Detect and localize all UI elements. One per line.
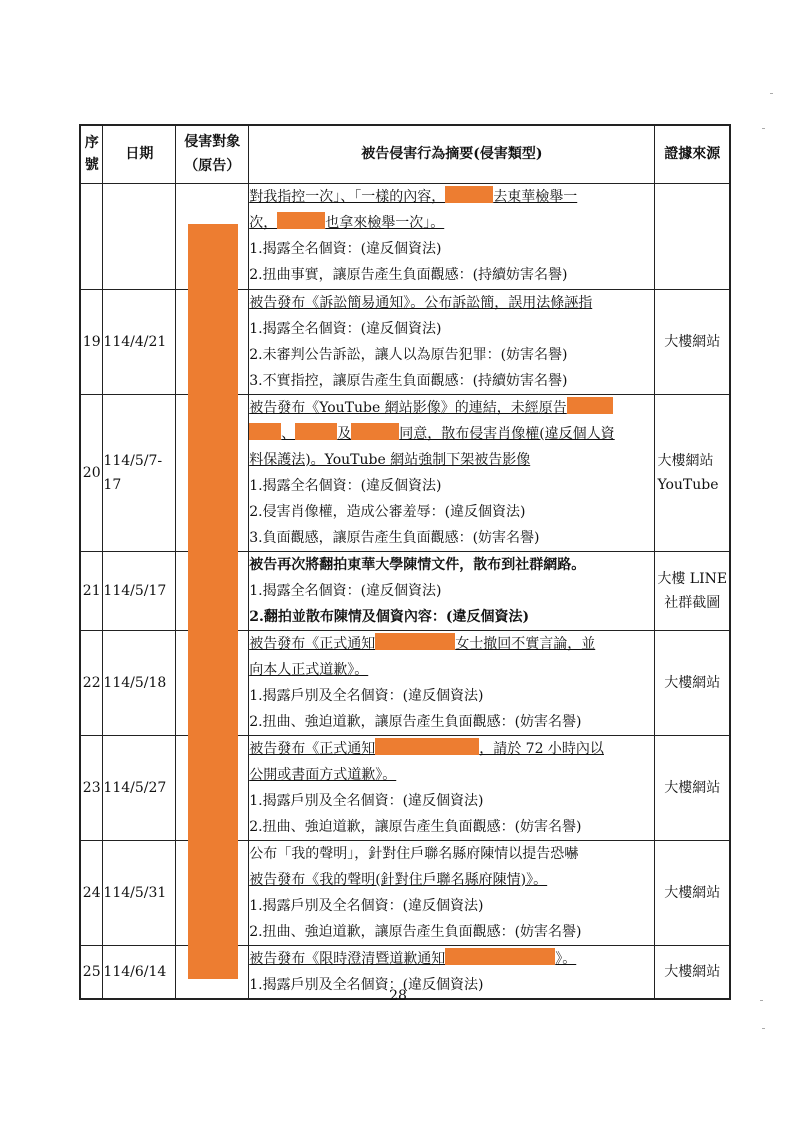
- description-text: 對我指控一次」、「一樣的內容，: [249, 189, 446, 205]
- description-text: 2.扭曲事實，讓原告產生負面觀感：(持續妨害名譽): [249, 267, 568, 283]
- row-date: 114/4/21: [103, 289, 176, 394]
- header-serial: 序號: [80, 125, 103, 183]
- description-text: 1.揭露戶別及全名個資：(違反個資法): [249, 792, 484, 809]
- description-line: [249, 525, 654, 551]
- row-date: 114/5/7-17: [103, 394, 176, 551]
- header-date: 日期: [103, 125, 176, 183]
- description-text: 1.揭露全名個資：(違反個資法): [249, 241, 442, 257]
- description-text: 1.揭露戶別及全名個資：(違反個資法): [249, 976, 484, 993]
- description-text: 2.未審判公告訴訟，讓人以為原告犯罪：(妨害名譽): [249, 346, 568, 363]
- description-line: [249, 316, 654, 342]
- description-line: [249, 262, 654, 288]
- description-text: 同意，散布侵害肖像權(違反個人資: [399, 425, 615, 442]
- row-evidence-source: 大樓網站: [655, 630, 730, 735]
- row-evidence-source: 大樓 LINE 社群截圖: [655, 551, 730, 630]
- table-row: [80, 183, 730, 289]
- description-line: [249, 709, 654, 735]
- description-line: [249, 236, 654, 262]
- description-line: [249, 473, 654, 499]
- row-serial: [80, 183, 103, 289]
- row-serial: 25: [80, 945, 103, 999]
- description-line: [249, 631, 654, 657]
- redaction-mark: [277, 212, 325, 229]
- description-line: [249, 210, 654, 236]
- description-line: [249, 814, 654, 840]
- description-line: [249, 919, 654, 945]
- description-text: 也拿來檢舉一次」。: [325, 215, 445, 231]
- description-line: [249, 290, 654, 316]
- row-description: [249, 630, 655, 735]
- description-text: 2.扭曲、強迫道歉，讓原告產生負面觀感：(妨害名譽): [249, 713, 582, 730]
- redaction-mark: [375, 633, 455, 650]
- header-evidence-source: 證據來源: [655, 125, 730, 183]
- description-text: 公布「我的聲明」，針對住戶聯名縣府陳情以提告恐嚇: [249, 845, 579, 862]
- row-serial: 21: [80, 551, 103, 630]
- description-line: [249, 184, 654, 210]
- row-description: [249, 840, 655, 945]
- row-serial: 19: [80, 289, 103, 394]
- row-date: 114/5/17: [103, 551, 176, 630]
- row-serial: 23: [80, 735, 103, 840]
- description-text: 1.揭露戶別及全名個資：(違反個資法): [249, 687, 484, 704]
- description-text: 被告發布《我的聲明(針對住戶聯名縣府陳情)》。: [249, 871, 548, 888]
- row-date: 114/6/14: [103, 945, 176, 999]
- table-row: [80, 630, 730, 735]
- row-serial: 24: [80, 840, 103, 945]
- description-line: [249, 736, 654, 762]
- description-text: 及: [337, 425, 352, 442]
- row-description: [249, 183, 655, 289]
- description-line: [249, 395, 654, 421]
- description-line: [249, 788, 654, 814]
- row-description: [249, 735, 655, 840]
- row-evidence-source: 大樓網站: [655, 289, 730, 394]
- description-text: 被告發布《限時澄清暨道歉通知: [249, 950, 446, 967]
- description-text: 1.揭露全名個資：(違反個資法): [249, 582, 442, 599]
- description-text: 料保護法)。YouTube 網站強制下架被告影像: [249, 451, 531, 468]
- row-serial: 20: [80, 394, 103, 551]
- table-row: [80, 551, 730, 630]
- description-text: 3.負面觀感，讓原告產生負面觀感：(妨害名譽): [249, 529, 540, 546]
- infringement-table: [79, 124, 731, 1000]
- description-line: [249, 368, 654, 394]
- redaction-mark: [375, 738, 479, 755]
- description-text: 1.揭露全名個資：(違反個資法): [249, 320, 442, 337]
- description-text: 被告發布《正式通知: [249, 740, 376, 757]
- description-line: [249, 604, 654, 630]
- table-row: [80, 289, 730, 394]
- table-header-row: [80, 125, 730, 183]
- redaction-mark: [249, 423, 281, 440]
- row-date: 114/5/31: [103, 840, 176, 945]
- description-text: 被告發布《訴訟簡易通知》。公布訴訟簡，誤用法條誣指: [249, 294, 593, 311]
- redaction-block: [188, 224, 238, 979]
- row-date: 114/5/27: [103, 735, 176, 840]
- header-description: 被告侵害行為摘要(侵害類型): [249, 125, 655, 183]
- row-evidence-source: 大樓網站: [655, 945, 730, 999]
- description-line: [249, 762, 654, 788]
- description-text: 1.揭露全名個資：(違反個資法): [249, 477, 442, 494]
- redaction-mark: [295, 423, 337, 440]
- description-text: 次，: [249, 215, 278, 231]
- description-line: [249, 893, 654, 919]
- description-text: 2.翻拍並散布陳情及個資內容：(違反個資法): [249, 608, 530, 625]
- scan-speck: [762, 1028, 765, 1029]
- row-evidence-source: 大樓網站: [655, 735, 730, 840]
- description-text: 2.扭曲、強迫道歉，讓原告產生負面觀感：(妨害名譽): [249, 923, 582, 940]
- description-line: [249, 946, 654, 972]
- description-text: 女士撤回不實言論，並: [455, 635, 596, 652]
- description-text: 2.侵害肖像權，造成公審羞辱：(違反個資法): [249, 503, 526, 520]
- row-description: [249, 289, 655, 394]
- description-text: 、: [281, 425, 296, 442]
- description-text: 2.扭曲、強迫道歉，讓原告產生負面觀感：(妨害名譽): [249, 818, 582, 835]
- description-line: [249, 499, 654, 525]
- scan-speck: [770, 93, 773, 94]
- header-target: 侵害對象（原告）: [176, 125, 249, 183]
- description-text: 1.揭露戶別及全名個資：(違反個資法): [249, 897, 484, 914]
- description-text: 去東華檢舉一: [493, 189, 578, 205]
- row-evidence-source: 大樓網站: [655, 840, 730, 945]
- row-date: 114/5/18: [103, 630, 176, 735]
- description-line: [249, 552, 654, 578]
- row-evidence-source: 大樓網站 YouTube: [655, 394, 730, 551]
- description-line: [249, 867, 654, 893]
- table-row: [80, 394, 730, 551]
- description-text: 》。: [555, 950, 577, 967]
- row-date: [103, 183, 176, 289]
- description-text: 被告發布《正式通知: [249, 635, 376, 652]
- row-evidence-source: [655, 183, 730, 289]
- row-serial: 22: [80, 630, 103, 735]
- row-description: [249, 551, 655, 630]
- description-line: [249, 447, 654, 473]
- row-description: [249, 394, 655, 551]
- page-number: 28: [389, 988, 407, 1004]
- description-text: 被告再次將翻拍東華大學陳情文件，散布到社群網路。: [249, 556, 586, 573]
- description-text: ，請於 72 小時內以: [479, 740, 604, 757]
- redaction-mark: [351, 423, 399, 440]
- description-line: [249, 342, 654, 368]
- table-row: [80, 735, 730, 840]
- description-line: [249, 841, 654, 867]
- description-line: [249, 421, 654, 447]
- redaction-mark: [445, 948, 555, 965]
- description-text: 3.不實指控，讓原告產生負面觀感：(持續妨害名譽): [249, 372, 568, 389]
- description-line: [249, 657, 654, 683]
- description-text: 被告發布《YouTube 網站影像》的連結，未經原告: [249, 399, 567, 416]
- description-text: 公開或書面方式道歉》。: [249, 766, 397, 783]
- scan-speck: [762, 128, 765, 129]
- table-row: [80, 840, 730, 945]
- description-line: [249, 578, 654, 604]
- description-line: [249, 683, 654, 709]
- redaction-mark: [445, 186, 493, 203]
- redaction-mark: [567, 397, 613, 414]
- description-text: 向本人正式道歉》。: [249, 661, 369, 678]
